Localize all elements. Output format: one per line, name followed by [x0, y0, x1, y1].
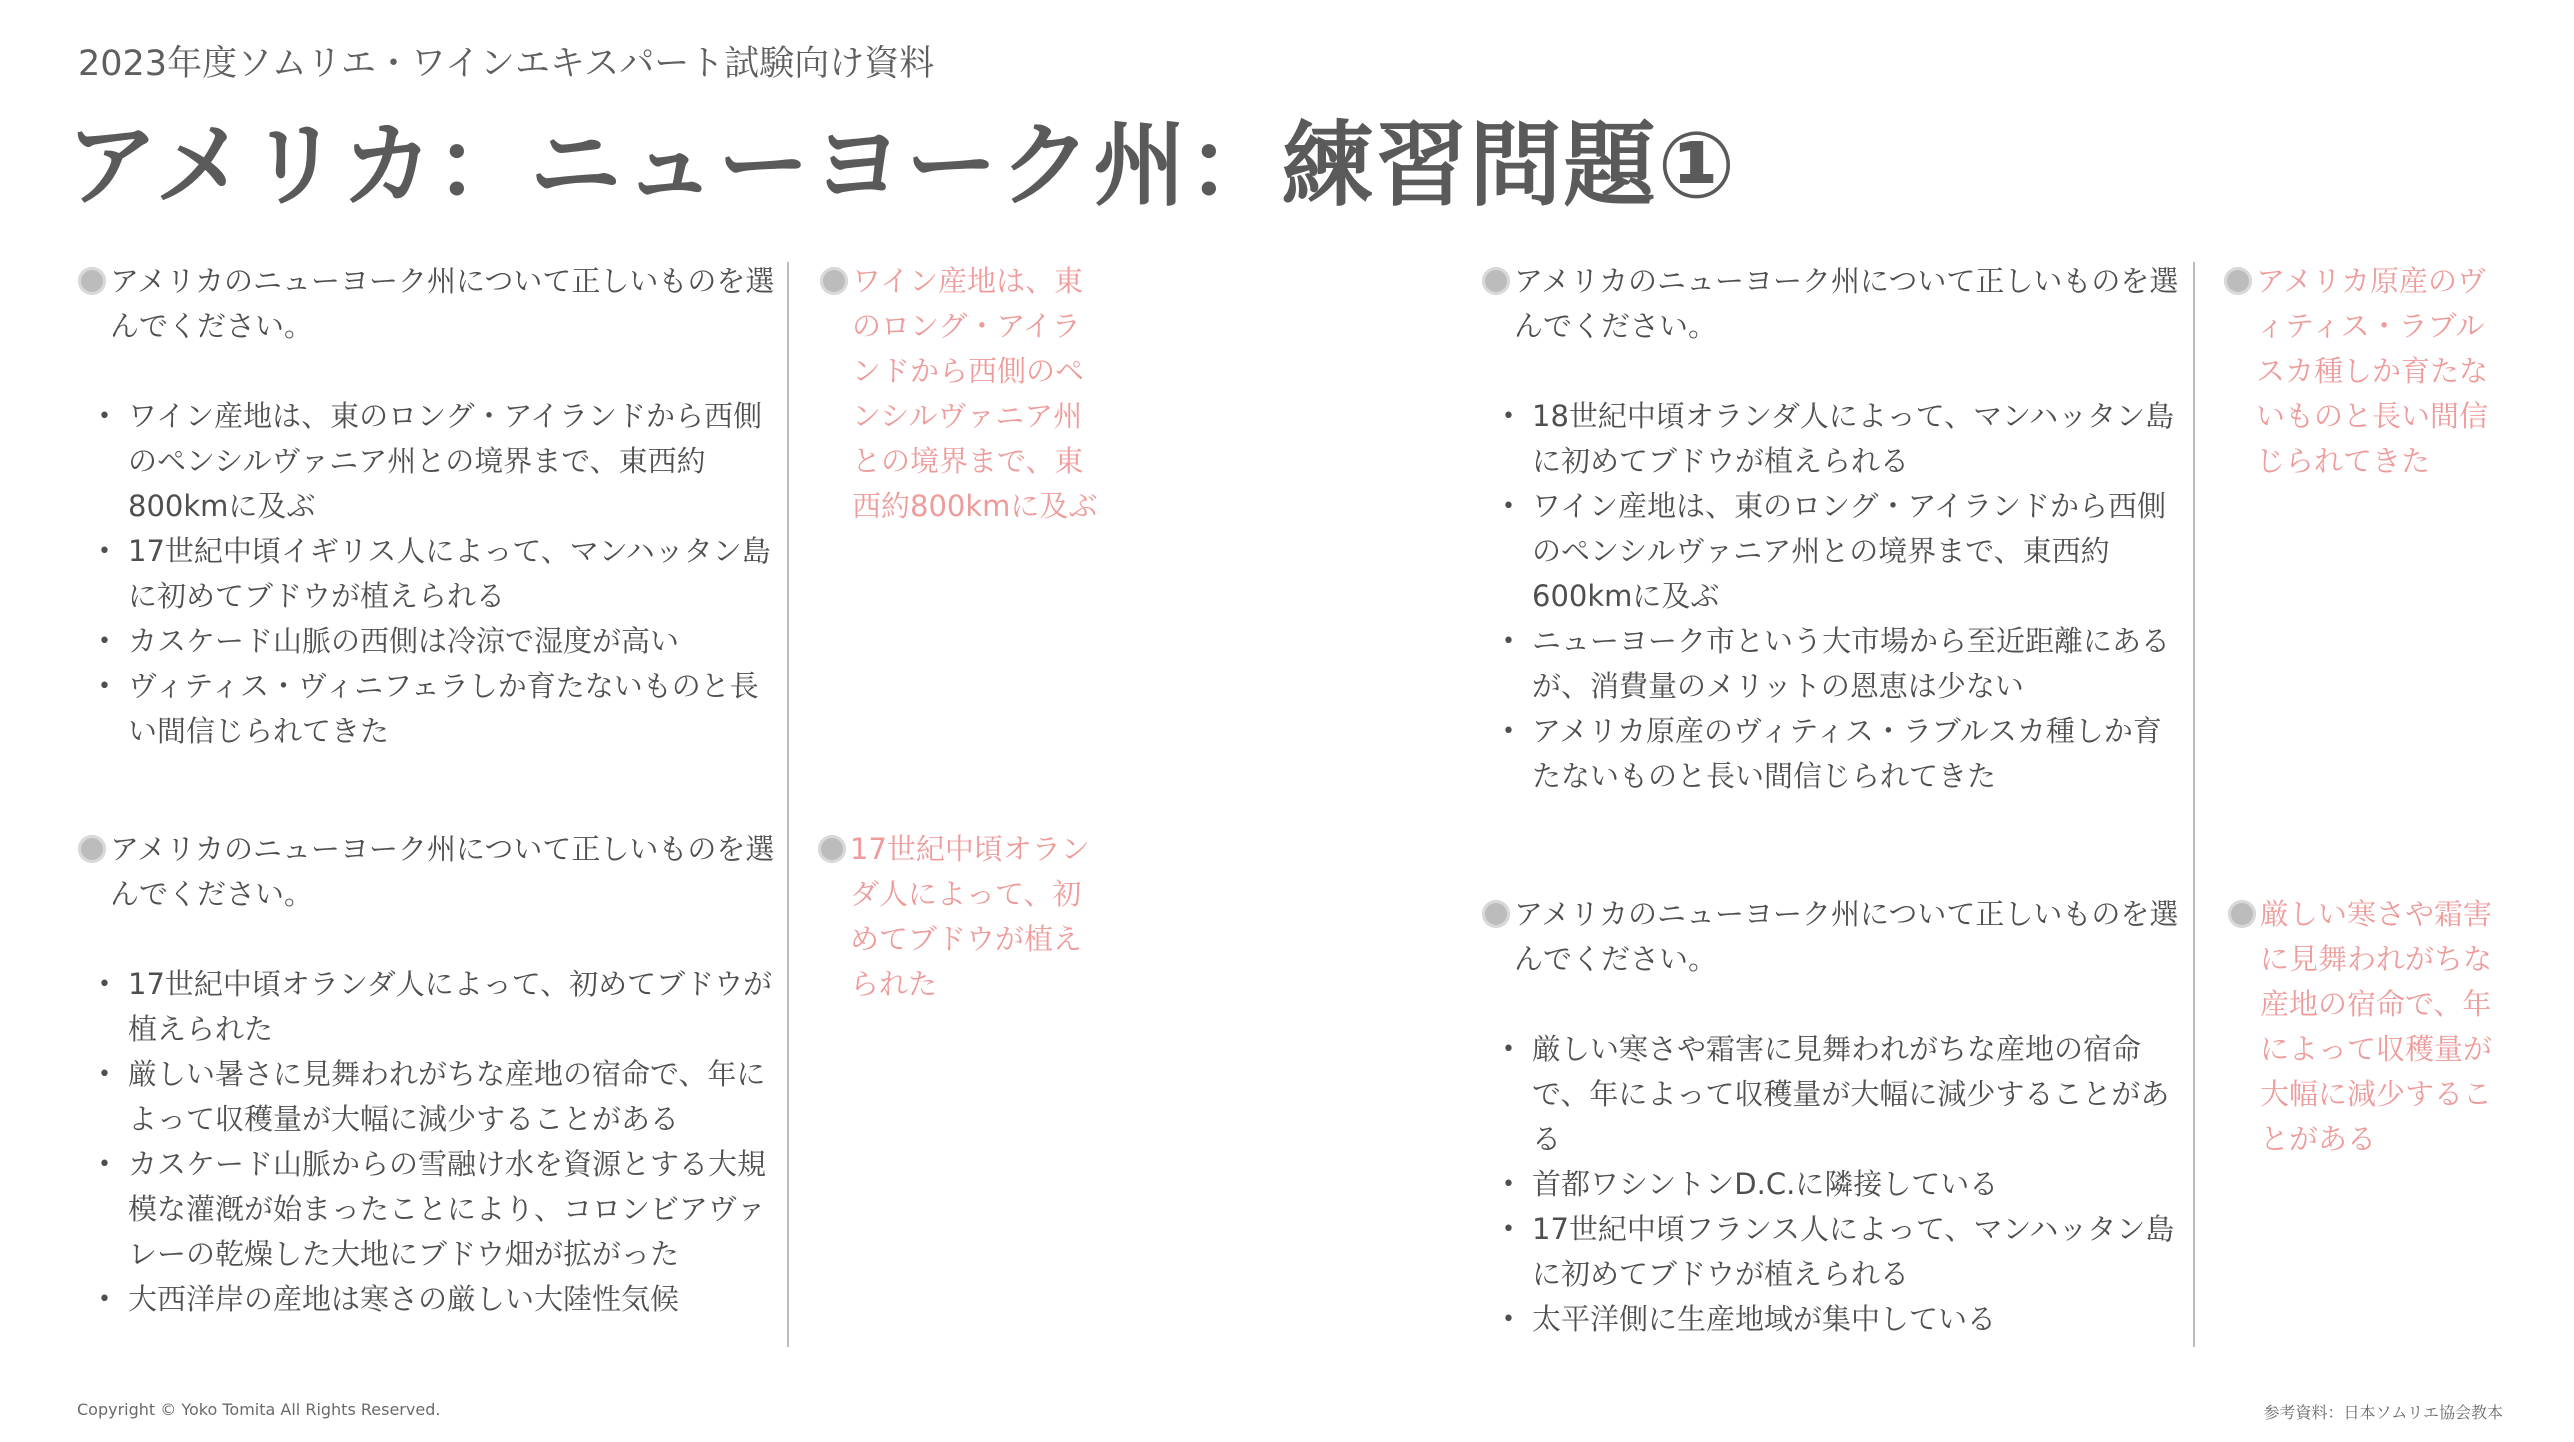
question-prompt [1482, 892, 2182, 982]
question-text: アメリカのニューヨーク州について正しいものを選んでください。 [110, 264, 775, 343]
option-item: • ニューヨーク市という大市場から至近距離にあるが、消費量のメリットの恩恵は少ない [1502, 619, 2182, 709]
answer-1 [852, 259, 1102, 529]
circle-bullet-icon [820, 267, 848, 295]
option-item: • 17世紀中頃イギリス人によって、マンハッタン島に初めてブドウが植えられる [98, 529, 778, 619]
option-list [1482, 1027, 2182, 1342]
option-item: • 太平洋側に生産地域が集中している [1502, 1297, 2182, 1342]
question-prompt [78, 259, 778, 349]
page-title: アメリカ：ニューヨーク州：練習問題① [66, 112, 1738, 219]
circle-bullet-icon [78, 835, 106, 863]
answer-3 [2256, 259, 2506, 484]
option-item: • 17世紀中頃オランダ人によって、初めてブドウが植えられた [98, 962, 778, 1052]
option-item: • ワイン産地は、東のロング・アイランドから西側のペンシルヴァニア州との境界まで、東西約800kmに及ぶ [98, 394, 778, 529]
question-1 [78, 259, 778, 754]
question-4 [1482, 892, 2182, 1342]
answer-text: 17世紀中頃オランダ人によって、初めてブドウが植えられた [850, 832, 1090, 1001]
option-list [1482, 394, 2182, 799]
option-item: • 厳しい寒さや霜害に見舞われがちな産地の宿命で、年によって収穫量が大幅に減少することがある [1502, 1027, 2182, 1162]
column-divider-right [2193, 262, 2195, 1347]
option-item: • カスケード山脈からの雪融け水を資源とする大規模な灌漑が始まったことにより、コロンビアヴァレーの乾燥した大地にブドウ畑が拡がった [98, 1142, 778, 1277]
option-item: • 厳しい暑さに見舞われがちな産地の宿命で、年によって収穫量が大幅に減少することがある [98, 1052, 778, 1142]
option-list [78, 962, 778, 1322]
option-item: • ヴィティス・ヴィニフェラしか育たないものと長い間信じられてきた [98, 664, 778, 754]
copyright-notice: Copyright © Yoko Tomita All Rights Reserved. [77, 1400, 441, 1419]
circle-bullet-icon [78, 267, 106, 295]
question-text: アメリカのニューヨーク州について正しいものを選んでください。 [110, 832, 775, 911]
option-item: • 17世紀中頃フランス人によって、マンハッタン島に初めてブドウが植えられる [1502, 1207, 2182, 1297]
question-prompt [1482, 259, 2182, 349]
question-3 [1482, 259, 2182, 799]
circle-bullet-icon [1482, 267, 1510, 295]
question-text: アメリカのニューヨーク州について正しいものを選んでください。 [1514, 897, 2179, 976]
answer-4 [2260, 892, 2510, 1162]
column-divider-left [787, 262, 789, 1347]
circle-bullet-icon [2228, 900, 2256, 928]
option-item: • アメリカ原産のヴィティス・ラブルスカ種しか育たないものと長い間信じられてきた [1502, 709, 2182, 799]
page-subtitle: 2023年度ソムリエ・ワインエキスパート試験向け資料 [78, 44, 935, 84]
option-item: • 首都ワシントンD.C.に隣接している [1502, 1162, 2182, 1207]
option-item: • カスケード山脈の西側は冷涼で湿度が高い [98, 619, 778, 664]
circle-bullet-icon [818, 835, 846, 863]
answer-2 [850, 827, 1100, 1007]
option-item: • 18世紀中頃オランダ人によって、マンハッタン島に初めてブドウが植えられる [1502, 394, 2182, 484]
circle-bullet-icon [1482, 900, 1510, 928]
reference-note: 参考資料：日本ソムリエ協会教本 [2263, 1403, 2503, 1422]
option-list [78, 394, 778, 754]
question-prompt [78, 827, 778, 917]
question-2 [78, 827, 778, 1322]
option-item: • 大西洋岸の産地は寒さの厳しい大陸性気候 [98, 1277, 778, 1322]
circle-bullet-icon [2224, 267, 2252, 295]
answer-text: アメリカ原産のヴィティス・ラブルスカ種しか育たないものと長い間信じられてきた [2256, 264, 2489, 478]
answer-text: 厳しい寒さや霜害に見舞われがちな産地の宿命で、年によって収穫量が大幅に減少することがある [2260, 897, 2493, 1156]
question-text: アメリカのニューヨーク州について正しいものを選んでください。 [1514, 264, 2179, 343]
option-item: • ワイン産地は、東のロング・アイランドから西側のペンシルヴァニア州との境界まで、東西約600kmに及ぶ [1502, 484, 2182, 619]
answer-text: ワイン産地は、東のロング・アイランドから西側のペンシルヴァニア州との境界まで、東西約800kmに及ぶ [852, 264, 1098, 523]
